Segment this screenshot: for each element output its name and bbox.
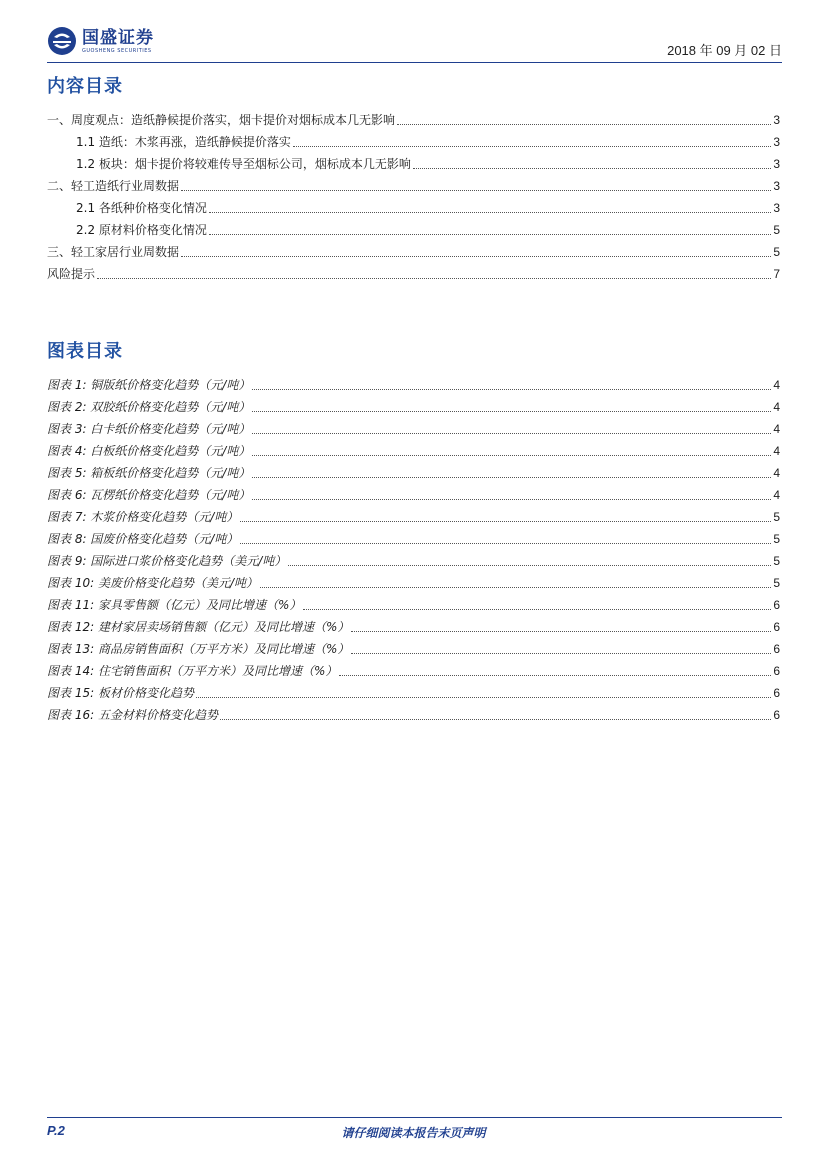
figure-entry-label: 图表 10: 美废价格变化趋势（美元/吨） (47, 576, 258, 590)
dot-leader (303, 609, 771, 610)
figure-entry[interactable] (47, 525, 780, 547)
toc-entry[interactable] (47, 150, 780, 172)
figure-list-title: 图表目录 (47, 341, 123, 362)
dot-leader (397, 124, 771, 125)
toc-entry[interactable] (47, 216, 780, 238)
dot-leader (196, 697, 771, 698)
figure-entry-label: 图表 2: 双胶纸价格变化趋势（元/吨） (47, 400, 251, 414)
figure-entry[interactable] (47, 437, 780, 459)
toc-entry-label: 一、周度观点：造纸静候提价落实，烟卡提价对烟标成本几无影响 (47, 113, 396, 127)
dot-leader (252, 389, 771, 390)
dot-leader (413, 168, 771, 169)
toc-entry-label: 1.2 板块：烟卡提价将较难传导至烟标公司，烟标成本几无影响 (76, 157, 411, 171)
figure-entry[interactable] (47, 371, 780, 393)
figure-entry[interactable] (47, 481, 780, 503)
figure-entry[interactable] (47, 635, 780, 657)
figure-entry[interactable] (47, 547, 780, 569)
guosheng-logo-icon (47, 26, 77, 56)
figure-entry-page: 6 (773, 708, 780, 722)
figure-entry-label: 图表 16: 五金材料价格变化趋势 (47, 708, 218, 722)
dot-leader (252, 433, 771, 434)
figure-entry-page: 5 (773, 576, 780, 590)
toc-entry-page: 5 (773, 245, 780, 259)
figure-entry-page: 4 (773, 400, 780, 414)
dot-leader (181, 256, 771, 257)
list-of-figures (47, 371, 780, 723)
dot-leader (252, 455, 771, 456)
dot-leader (97, 278, 771, 279)
figure-entry-page: 6 (773, 620, 780, 634)
toc-entry[interactable] (47, 172, 780, 194)
dot-leader (240, 543, 771, 544)
toc-entry-page: 3 (773, 157, 780, 171)
dot-leader (288, 565, 771, 566)
toc-entry-page: 5 (773, 223, 780, 237)
toc-entry-label: 三、轻工家居行业周数据 (47, 245, 180, 259)
figure-entry[interactable] (47, 657, 780, 679)
figure-entry-page: 6 (773, 664, 780, 678)
figure-entry-label: 图表 11: 家具零售额（亿元）及同比增速（%） (47, 598, 302, 612)
dot-leader (351, 653, 771, 654)
figure-entry-label: 图表 3: 白卡纸价格变化趋势（元/吨） (47, 422, 251, 436)
figure-entry-page: 4 (773, 444, 780, 458)
page-header (47, 22, 782, 62)
header-divider (47, 62, 782, 63)
dot-leader (220, 719, 771, 720)
company-logo (47, 22, 154, 60)
figure-entry-page: 5 (773, 532, 780, 546)
toc-entry-page: 3 (773, 135, 780, 149)
report-date: 2018 年 09 月 02 日 (667, 43, 782, 58)
figure-entry-label: 图表 7: 木浆价格变化趋势（元/吨） (47, 510, 239, 524)
figure-entry-page: 5 (773, 554, 780, 568)
toc-entry[interactable] (47, 106, 780, 128)
figure-entry-label: 图表 15: 板材价格变化趋势 (47, 686, 194, 700)
toc-entry-page: 7 (773, 267, 780, 281)
toc-entry[interactable] (47, 260, 780, 282)
dot-leader (252, 499, 771, 500)
figure-entry-page: 4 (773, 466, 780, 480)
dot-leader (260, 587, 771, 588)
figure-entry-page: 4 (773, 422, 780, 436)
dot-leader (252, 477, 771, 478)
figure-entry[interactable] (47, 679, 780, 701)
figure-entry-page: 4 (773, 488, 780, 502)
figure-entry[interactable] (47, 459, 780, 481)
figure-entry-page: 5 (773, 510, 780, 524)
figure-entry-label: 图表 1: 铜版纸价格变化趋势（元/吨） (47, 378, 251, 392)
figure-entry-page: 4 (773, 378, 780, 392)
dot-leader (351, 631, 771, 632)
dot-leader (209, 234, 771, 235)
dot-leader (240, 521, 771, 522)
figure-entry-page: 6 (773, 686, 780, 700)
table-of-contents (47, 106, 780, 282)
toc-entry-page: 3 (773, 113, 780, 127)
figure-entry[interactable] (47, 613, 780, 635)
figure-entry[interactable] (47, 701, 780, 723)
toc-entry[interactable] (47, 128, 780, 150)
toc-entry-label: 2.2 原材料价格变化情况 (76, 223, 207, 237)
toc-entry-label: 1.1 造纸：木浆再涨，造纸静候提价落实 (76, 135, 291, 149)
logo-english-name: GUOSHENG SECURITIES (82, 47, 152, 54)
disclaimer-note: 请仔细阅读本报告末页声明 (341, 1126, 486, 1140)
dot-leader (209, 212, 771, 213)
dot-leader (181, 190, 771, 191)
figure-entry-label: 图表 4: 白板纸价格变化趋势（元/吨） (47, 444, 251, 458)
figure-entry-label: 图表 5: 箱板纸价格变化趋势（元/吨） (47, 466, 251, 480)
figure-entry-label: 图表 12: 建材家居卖场销售额（亿元）及同比增速（%） (47, 620, 350, 634)
toc-entry-page: 3 (773, 201, 780, 215)
figure-entry-label: 图表 8: 国废价格变化趋势（元/吨） (47, 532, 239, 546)
dot-leader (293, 146, 771, 147)
figure-entry[interactable] (47, 569, 780, 591)
figure-entry-page: 6 (773, 598, 780, 612)
figure-entry-label: 图表 6: 瓦楞纸价格变化趋势（元/吨） (47, 488, 251, 502)
toc-entry-page: 3 (773, 179, 780, 193)
toc-entry-label: 二、轻工造纸行业周数据 (47, 179, 180, 193)
logo-chinese-name: 国盛证券 (82, 27, 154, 48)
figure-entry-label: 图表 13: 商品房销售面积（万平方米）及同比增速（%） (47, 642, 350, 656)
page-number: P.2 (47, 1123, 65, 1138)
figure-entry[interactable] (47, 503, 780, 525)
figure-entry-label: 图表 14: 住宅销售面积（万平方米）及同比增速（%） (47, 664, 338, 678)
toc-entry-label: 风险提示 (47, 267, 96, 281)
dot-leader (339, 675, 771, 676)
figure-entry[interactable] (47, 591, 780, 613)
toc-title: 内容目录 (47, 76, 123, 97)
toc-entry[interactable] (47, 194, 780, 216)
footer-divider (47, 1117, 782, 1118)
figure-entry-page: 6 (773, 642, 780, 656)
figure-entry[interactable] (47, 415, 780, 437)
dot-leader (252, 411, 771, 412)
toc-entry-label: 2.1 各纸种价格变化情况 (76, 201, 207, 215)
figure-entry-label: 图表 9: 国际进口浆价格变化趋势（美元/吨） (47, 554, 287, 568)
toc-entry[interactable] (47, 238, 780, 260)
figure-entry[interactable] (47, 393, 780, 415)
